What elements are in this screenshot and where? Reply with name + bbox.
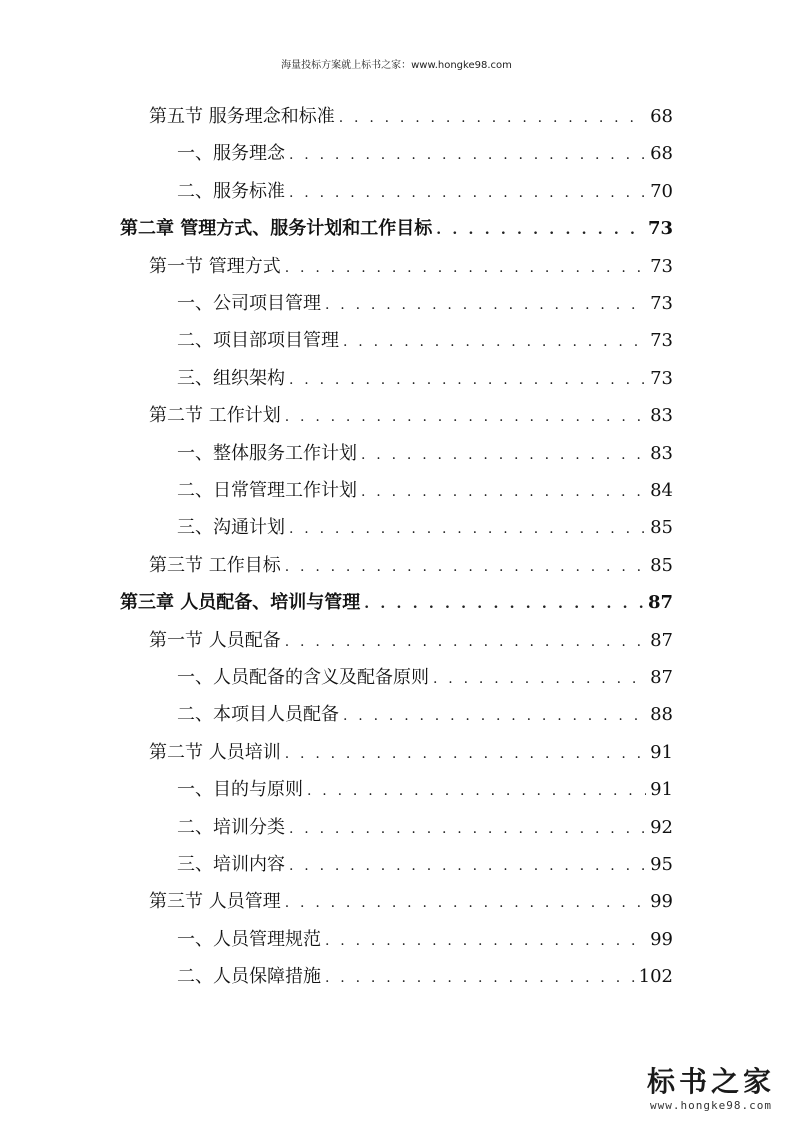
toc-page-number: 73 bbox=[647, 218, 673, 240]
toc-page-number: 92 bbox=[650, 816, 673, 838]
toc-entry-title: 第二章 管理方式、服务计划和工作目标 bbox=[120, 218, 433, 240]
toc-dot-leader bbox=[285, 552, 646, 582]
toc-entry-title: 一、公司项目管理 bbox=[177, 293, 321, 314]
toc-subsection-entry[interactable] bbox=[177, 775, 673, 805]
toc-section-entry[interactable] bbox=[149, 102, 673, 132]
toc-dot-leader bbox=[364, 589, 644, 619]
toc-entry-title: 第一节 管理方式 bbox=[149, 255, 281, 277]
page-header: 海量投标方案就上标书之家：www.hongke98.com bbox=[281, 60, 512, 71]
toc-page-number: 70 bbox=[650, 180, 673, 202]
toc-entry-title: 三、培训内容 bbox=[177, 854, 285, 875]
toc-entry-title: 一、服务理念 bbox=[177, 143, 285, 165]
toc-section-entry[interactable] bbox=[149, 252, 673, 282]
toc-entry-title: 第三章 人员配备、培训与管理 bbox=[120, 592, 361, 614]
toc-entry-title: 第五节 服务理念和标准 bbox=[149, 106, 335, 127]
toc-page-number: 99 bbox=[650, 928, 673, 950]
toc-page-number: 83 bbox=[650, 442, 673, 464]
logo-url: www.hongke98.com bbox=[650, 1099, 772, 1112]
toc-entry-title: 二、项目部项目管理 bbox=[177, 330, 339, 352]
toc-section-entry[interactable] bbox=[149, 401, 673, 431]
toc-entry-title: 第三节 人员管理 bbox=[149, 891, 281, 913]
toc-page-number: 68 bbox=[650, 143, 673, 165]
toc-dot-leader bbox=[325, 963, 635, 993]
toc-page-number: 95 bbox=[650, 854, 673, 875]
toc-subsection-entry[interactable] bbox=[177, 476, 673, 506]
toc-subsection-entry[interactable] bbox=[177, 177, 673, 207]
toc-page-number: 99 bbox=[650, 891, 673, 913]
toc-page-number: 85 bbox=[650, 517, 673, 539]
toc-entry-title: 一、整体服务工作计划 bbox=[177, 442, 357, 464]
toc-page-number: 73 bbox=[650, 293, 673, 314]
toc-page-number: 68 bbox=[650, 106, 673, 127]
toc-dot-leader bbox=[361, 440, 646, 470]
toc-subsection-entry[interactable] bbox=[177, 925, 673, 955]
toc-page-number: 87 bbox=[647, 592, 673, 614]
toc-page-number: 87 bbox=[650, 667, 673, 688]
toc-page-number: 91 bbox=[650, 741, 673, 763]
toc-dot-leader bbox=[285, 402, 646, 432]
toc-subsection-entry[interactable] bbox=[177, 289, 673, 319]
toc-subsection-entry[interactable] bbox=[177, 663, 673, 693]
toc-entry-title: 一、人员管理规范 bbox=[177, 928, 321, 950]
toc-entry-title: 二、本项目人员配备 bbox=[177, 704, 339, 726]
toc-entry-title: 二、日常管理工作计划 bbox=[177, 480, 357, 501]
toc-section-entry[interactable] bbox=[149, 626, 673, 656]
toc-entry-title: 一、人员配备的含义及配备原则 bbox=[177, 667, 429, 688]
toc-dot-leader bbox=[339, 103, 646, 133]
toc-dot-leader bbox=[361, 477, 646, 507]
toc-dot-leader bbox=[289, 365, 646, 395]
toc-section-entry[interactable] bbox=[149, 551, 673, 581]
toc-dot-leader bbox=[289, 851, 646, 881]
toc-page-number: 102 bbox=[638, 966, 673, 988]
toc-dot-leader bbox=[285, 739, 646, 769]
toc-dot-leader bbox=[436, 215, 644, 245]
toc-dot-leader bbox=[285, 888, 646, 918]
toc-subsection-entry[interactable] bbox=[177, 364, 673, 394]
toc-entry-title: 二、人员保障措施 bbox=[177, 966, 321, 988]
toc-dot-leader bbox=[325, 926, 646, 956]
toc-subsection-entry[interactable] bbox=[177, 139, 673, 169]
toc-page-number: 73 bbox=[650, 367, 673, 389]
toc-dot-leader bbox=[325, 290, 646, 320]
toc-dot-leader bbox=[289, 178, 646, 208]
toc-entry-title: 二、服务标准 bbox=[177, 180, 285, 202]
logo-name: 标书之家 bbox=[646, 1065, 775, 1098]
toc-dot-leader bbox=[285, 627, 646, 657]
brand-logo bbox=[641, 1065, 781, 1112]
toc-page-number: 73 bbox=[650, 255, 673, 277]
toc-page-number: 84 bbox=[650, 480, 673, 501]
toc-page-number: 85 bbox=[650, 554, 673, 576]
toc-page-number: 73 bbox=[650, 330, 673, 352]
toc-chapter-entry[interactable] bbox=[120, 588, 673, 618]
toc-page-number: 88 bbox=[650, 704, 673, 726]
toc-page-number: 83 bbox=[650, 405, 673, 427]
toc-subsection-entry[interactable] bbox=[177, 700, 673, 730]
toc-entry-title: 第一节 人员配备 bbox=[149, 629, 281, 651]
toc-subsection-entry[interactable] bbox=[177, 513, 673, 543]
toc-subsection-entry[interactable] bbox=[177, 439, 673, 469]
toc-section-entry[interactable] bbox=[149, 887, 673, 917]
toc-dot-leader bbox=[343, 701, 646, 731]
toc-dot-leader bbox=[433, 664, 646, 694]
toc-entry-title: 二、培训分类 bbox=[177, 816, 285, 838]
toc-subsection-entry[interactable] bbox=[177, 326, 673, 356]
toc-entry-title: 三、沟通计划 bbox=[177, 517, 285, 539]
toc-subsection-entry[interactable] bbox=[177, 962, 673, 992]
toc-subsection-entry[interactable] bbox=[177, 850, 673, 880]
toc-dot-leader bbox=[289, 514, 646, 544]
toc-dot-leader bbox=[343, 327, 646, 357]
toc-section-entry[interactable] bbox=[149, 738, 673, 768]
toc-page-number: 87 bbox=[650, 629, 673, 651]
toc-dot-leader bbox=[289, 814, 646, 844]
toc-entry-title: 第二节 人员培训 bbox=[149, 741, 281, 763]
toc-entry-title: 第三节 工作目标 bbox=[149, 554, 281, 576]
toc-entry-title: 三、组织架构 bbox=[177, 367, 285, 389]
toc-chapter-entry[interactable] bbox=[120, 214, 673, 244]
toc-page-number: 91 bbox=[650, 779, 673, 801]
toc-entry-title: 第二节 工作计划 bbox=[149, 405, 281, 427]
toc-dot-leader bbox=[289, 140, 646, 170]
toc-entry-title: 一、目的与原则 bbox=[177, 779, 303, 801]
toc-dot-leader bbox=[285, 253, 646, 283]
toc-dot-leader bbox=[307, 776, 646, 806]
toc-subsection-entry[interactable] bbox=[177, 813, 673, 843]
